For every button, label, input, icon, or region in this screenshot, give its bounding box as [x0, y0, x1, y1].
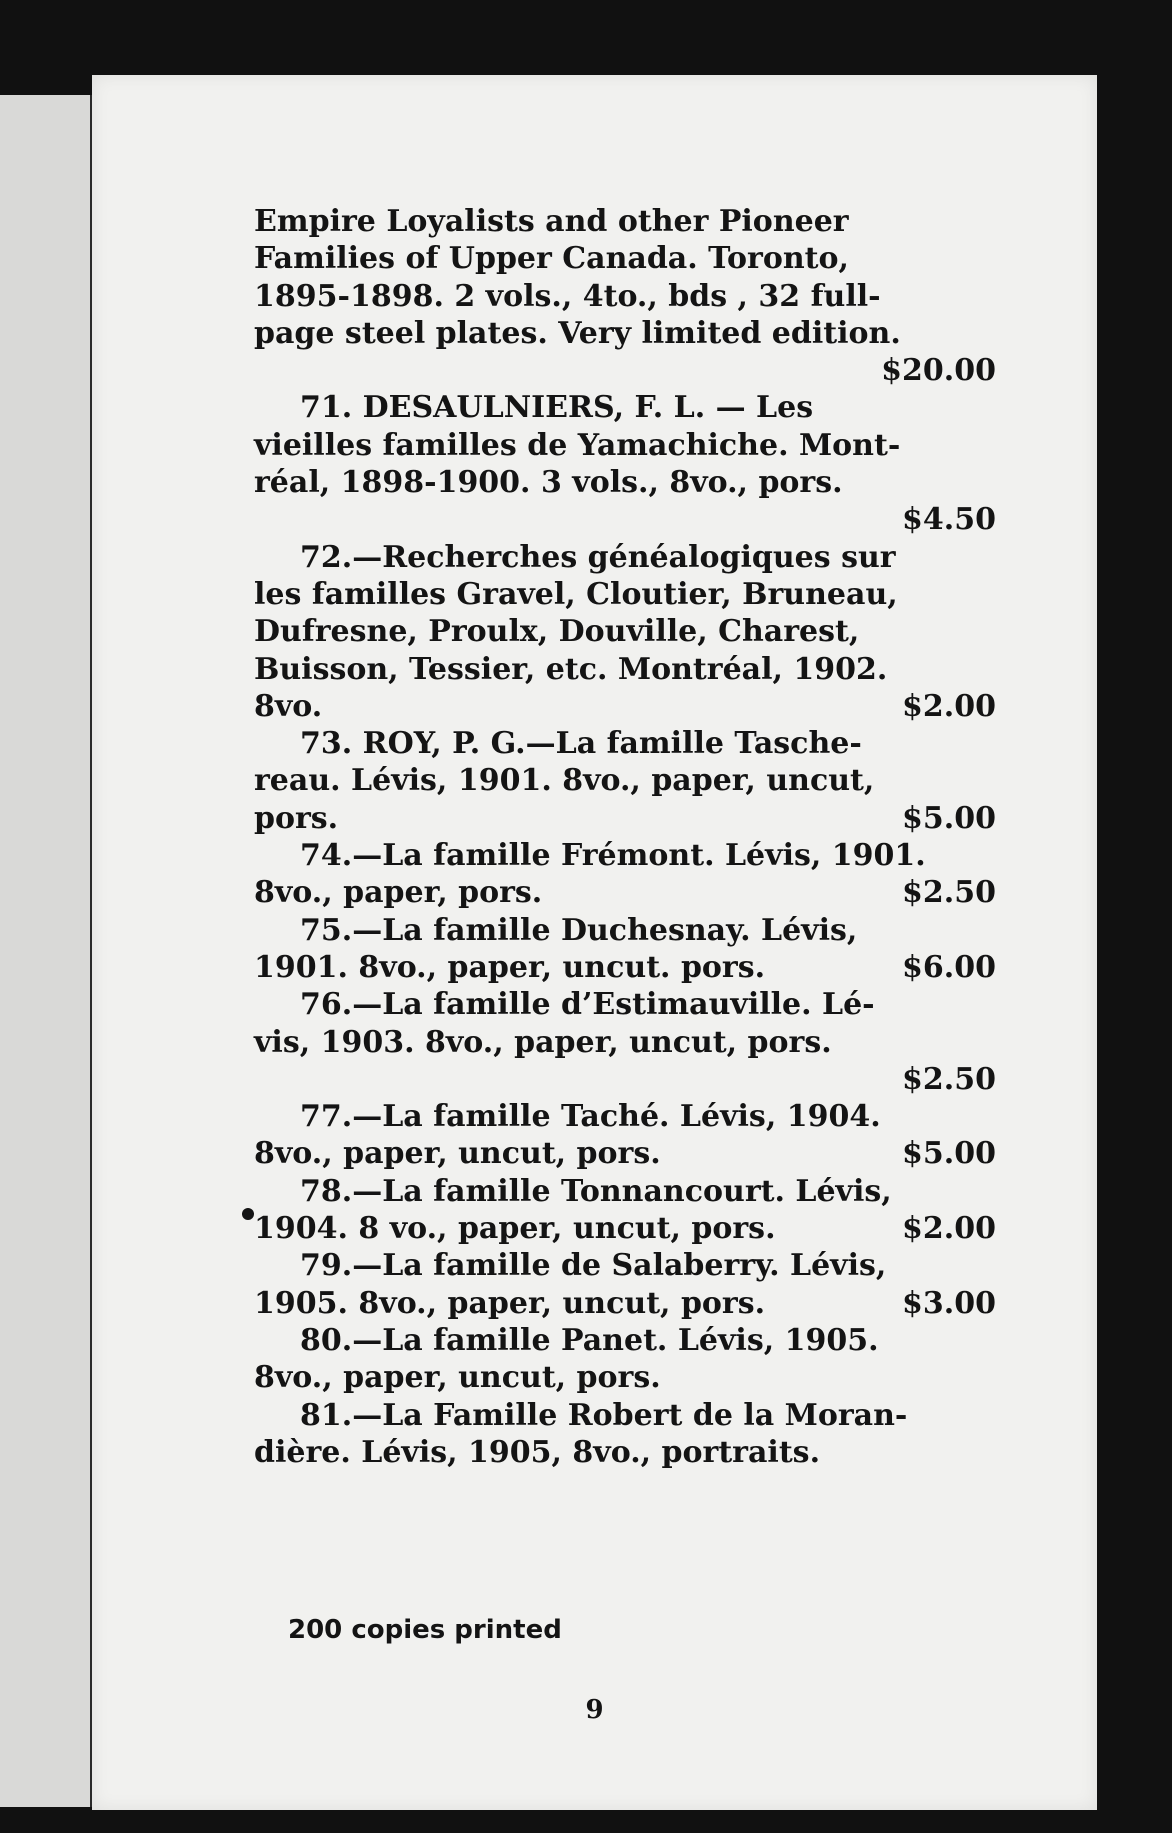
entry-line-with-price: 1901. 8vo., paper, uncut. pors. $6.00 [254, 949, 996, 985]
entry-heading-line: 81.—La Famille Robert de la Moran- [300, 1397, 908, 1433]
entry-line: Empire Loyalists and other Pioneer [254, 204, 849, 239]
entry-line: 1895-1898. 2 vols., 4to., bds , 32 full- [254, 278, 881, 314]
page-number: 9 [585, 1695, 604, 1725]
entry-line-with-price: 8vo., paper, uncut, pors. $5.00 [254, 1136, 996, 1172]
price: $5.00 [902, 1136, 996, 1172]
entry-line: 8vo., paper, uncut, pors. [254, 1360, 661, 1396]
entry-line: Buisson, Tessier, etc. Montréal, 1902. [254, 651, 888, 687]
entry-line-with-price: 8vo. $2.00 [254, 688, 996, 724]
price: $5.00 [902, 800, 996, 836]
entry-heading-line: 77.—La famille Taché. Lévis, 1904. [300, 1099, 881, 1135]
entry-heading-line: 79.—La famille de Salaberry. Lévis, [300, 1248, 887, 1284]
entry-line: réal, 1898-1900. 3 vols., 8vo., pors. [254, 465, 843, 501]
price: $2.00 [902, 688, 996, 724]
entry-heading-line: 74.—La famille Frémont. Lévis, 1901. [300, 838, 926, 874]
entry-line: reau. Lévis, 1901. 8vo., paper, uncut, [254, 763, 875, 799]
entry-line: page steel plates. Very limited edition. [254, 315, 901, 351]
entry-heading-line: 80.—La famille Panet. Lévis, 1905. [300, 1322, 879, 1358]
entry-heading-line: 72.—Recherches généalogiques sur [300, 539, 896, 575]
entry-line-with-price: 1905. 8vo., paper, uncut, pors. $3.00 [254, 1285, 996, 1321]
entry-line: vis, 1903. 8vo., paper, uncut, pors. [254, 1024, 832, 1060]
entry-line: les familles Gravel, Cloutier, Bruneau, [254, 576, 898, 612]
price: $2.50 [902, 1061, 996, 1097]
entry-heading-line: 71. DESAULNIERS, F. L. — Les [300, 390, 814, 426]
bullet-mark-icon [242, 1208, 254, 1220]
entry-line-with-price: 1904. 8 vo., paper, uncut, pors. $2.00 [254, 1211, 996, 1247]
entry-price-line [254, 1061, 996, 1098]
price: $6.00 [902, 949, 996, 985]
entry-line-with-price: pors. $5.00 [254, 800, 996, 836]
price: $4.50 [902, 502, 996, 538]
facing-page-edge [0, 95, 93, 1807]
entry-line: vieilles familles de Yamachiche. Mont- [254, 427, 901, 463]
entry-heading-line: 75.—La famille Duchesnay. Lévis, [300, 912, 858, 948]
entry-line: Families of Upper Canada. Toronto, [254, 241, 849, 277]
entry-line: dière. Lévis, 1905, 8vo., portraits. [254, 1434, 821, 1470]
book-page [92, 75, 1097, 1810]
entry-heading-line: 73. ROY, P. G.—La famille Tasche- [300, 726, 862, 762]
entry-line-with-price: 8vo., paper, pors. $2.50 [254, 875, 996, 911]
price: $20.00 [881, 353, 996, 389]
price: $2.00 [902, 1211, 996, 1247]
entry-price-line [254, 352, 996, 389]
entry-line: Dufresne, Proulx, Douville, Charest, [254, 614, 860, 650]
price: $2.50 [902, 875, 996, 911]
copies-printed-note: 200 copies printed [288, 1615, 562, 1645]
price: $3.00 [902, 1285, 996, 1321]
entry-price-line [254, 501, 996, 538]
catalogue-text [254, 203, 996, 1471]
entry-heading-line: 76.—La famille d’Estimauville. Lé- [300, 987, 875, 1023]
entry-heading-line: 78.—La famille Tonnancourt. Lévis, [300, 1173, 892, 1209]
